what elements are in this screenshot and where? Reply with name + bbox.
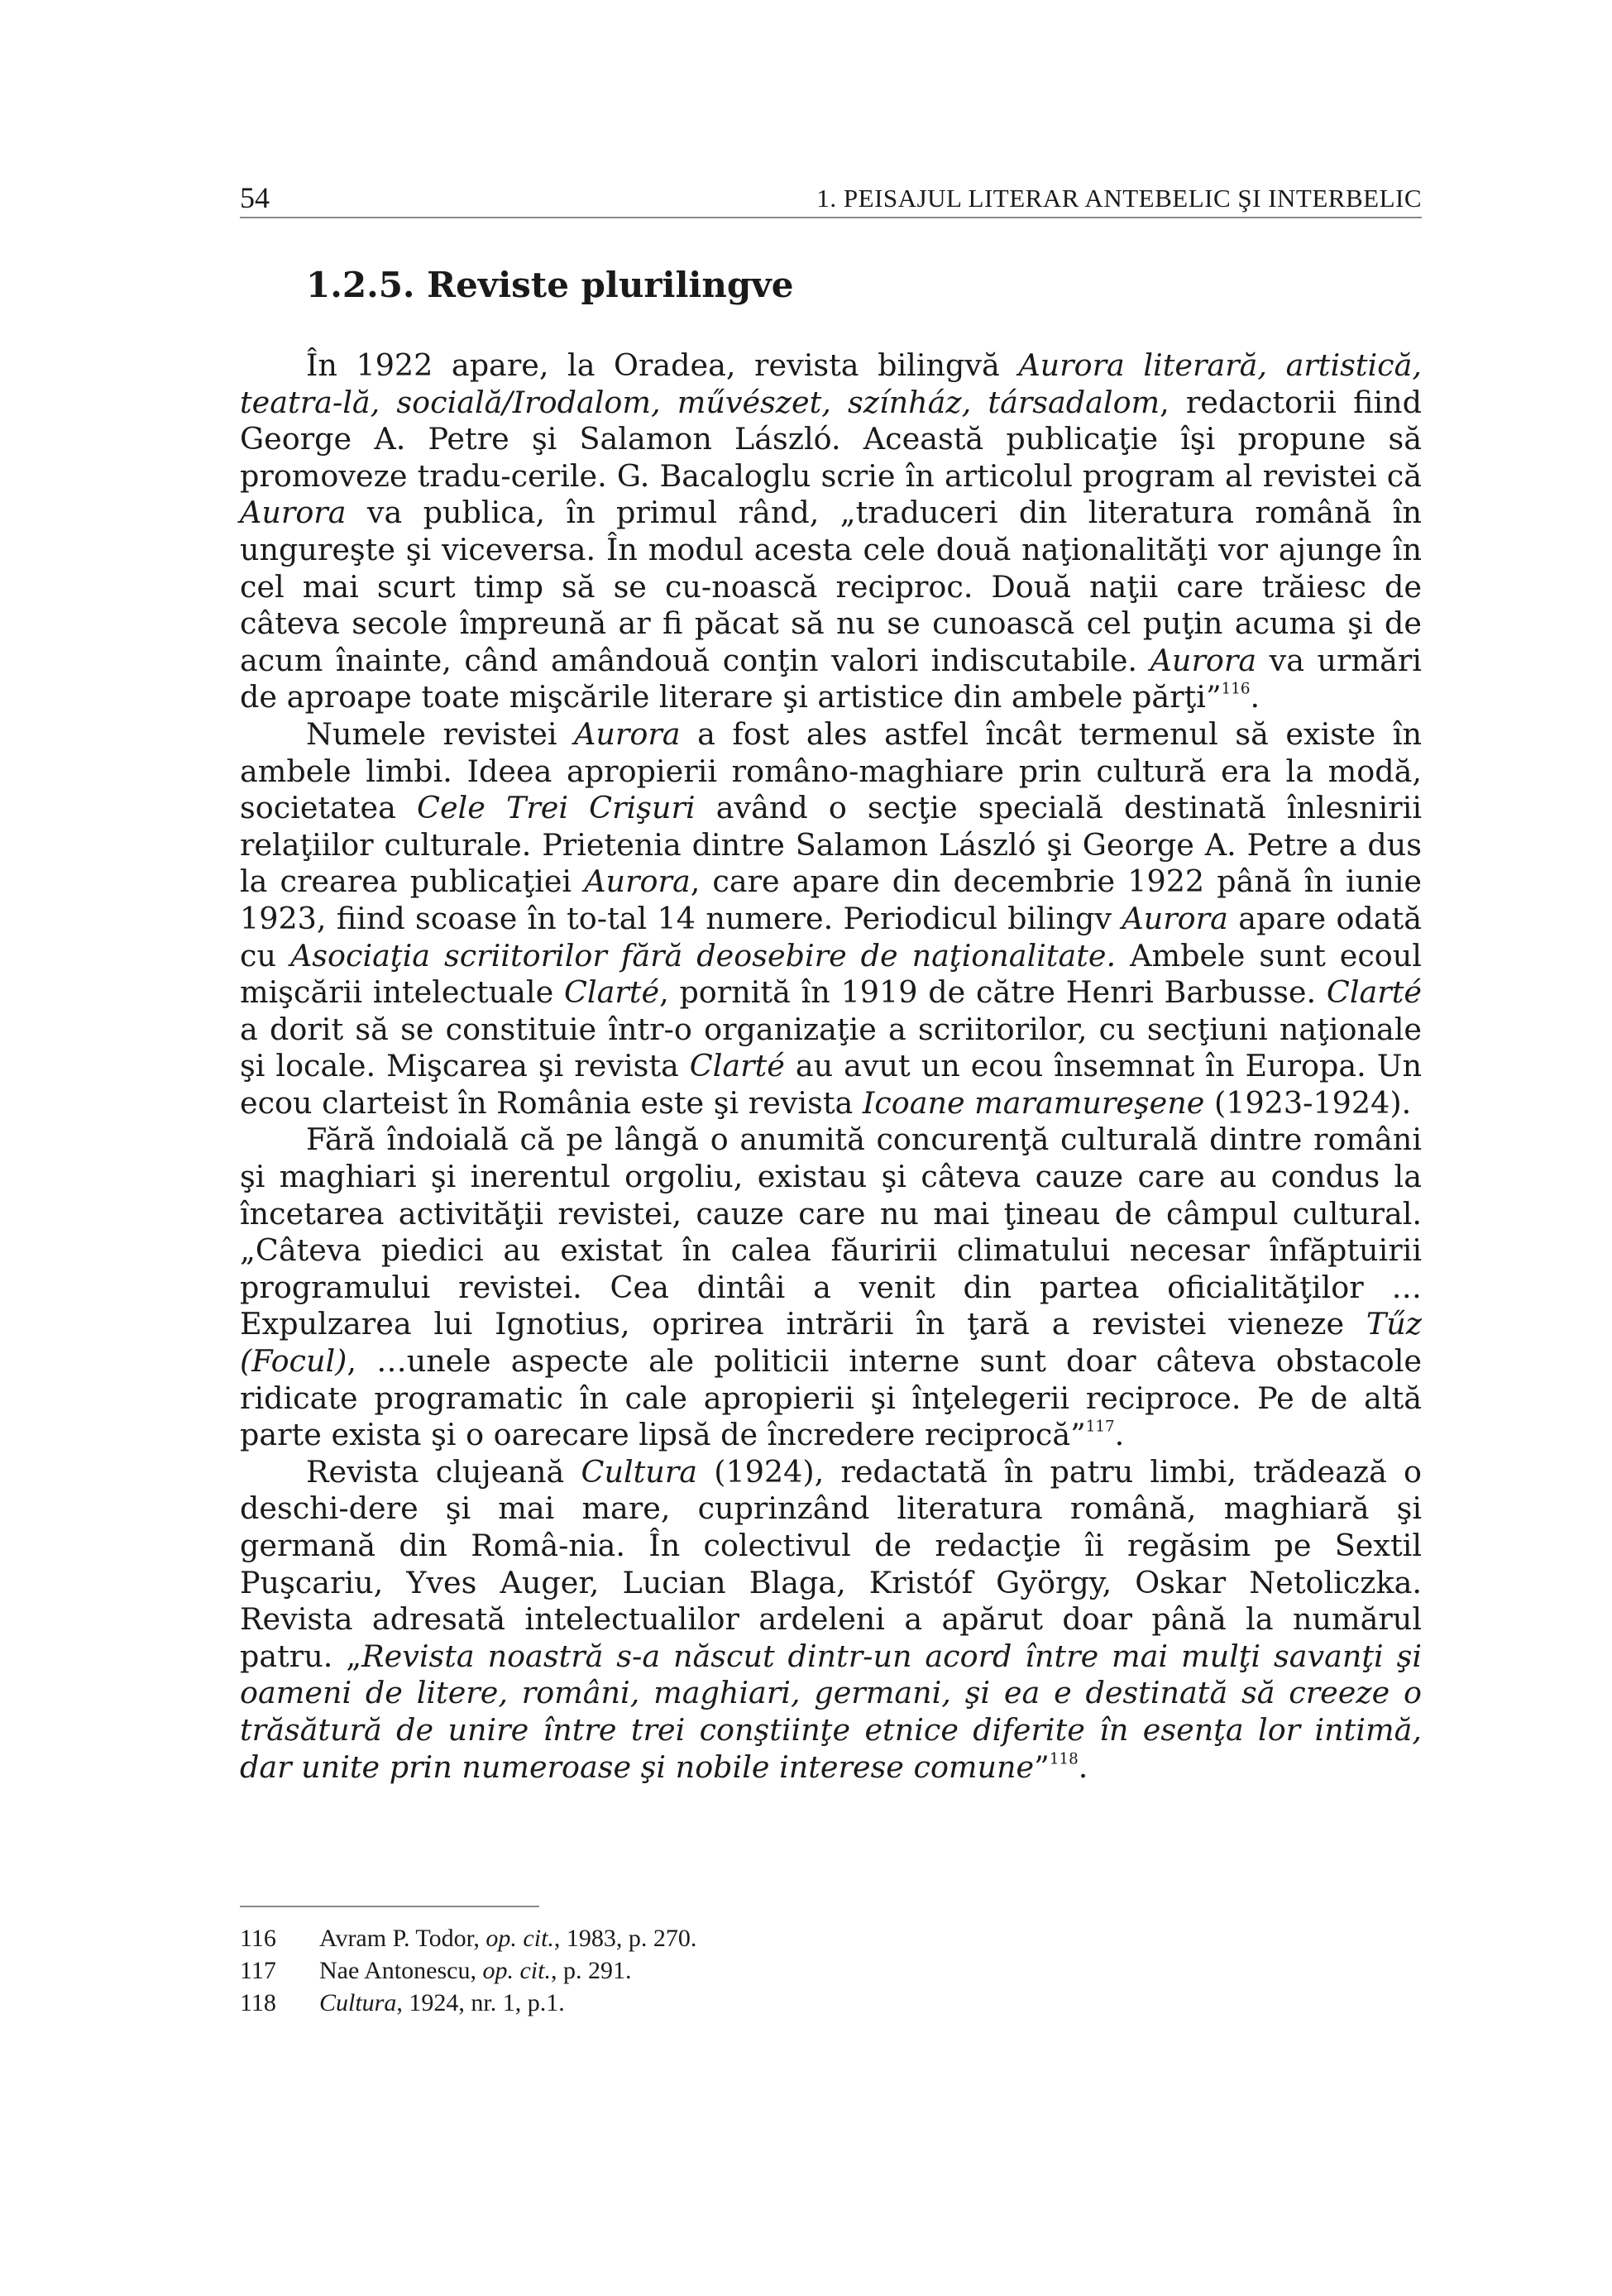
italic-title: Tűz (Focul)	[240, 1306, 1422, 1380]
text-run: , pornită în 1919 de către Henri Barbusse.	[659, 974, 1327, 1011]
text-run: apare odată cu	[240, 900, 1422, 973]
running-head	[240, 175, 1422, 218]
italic-title: Aurora	[1150, 642, 1257, 678]
italic-ref: op. cit.	[486, 1925, 554, 1952]
section-title: 1.2.5. Reviste plurilingve	[306, 265, 794, 305]
italic-title: Cultura	[581, 1453, 698, 1490]
footnote-text	[319, 1987, 565, 2019]
text-run: .	[1250, 679, 1260, 715]
footnote-ref-117[interactable]: 117	[1085, 1418, 1115, 1436]
text-run: Avram P. Todor,	[319, 1925, 486, 1952]
paragraph-1	[240, 347, 1422, 716]
italic-title: Aurora	[574, 715, 681, 752]
italic-title: Clarté	[689, 1048, 785, 1084]
italic-quote: Revista noastră s-a născut dintr-un acord între mai mulţi savanţi şi oameni de litere, români, maghiari, germani, şi ea e destinată să creeze o trăsătură de unire între trei conştiinţe etnice diferite în esenţa lor intimă, dar unite prin numeroase şi nobile interese comune	[240, 1638, 1422, 1785]
text-run: a fost ales astfel încât termenul să existe în ambele limbi. Ideea apropierii româno-maghiare prin cultură era la modă, societatea	[240, 715, 1422, 826]
text-run: Revista clujeană	[306, 1453, 581, 1490]
text-run: , redactorii fiind George A. Petre şi Salamon László. Această publicaţie îşi propune să promoveze tradu-cerile. G. Bacaloglu scrie în articolul program al revistei că	[240, 384, 1422, 494]
text-run: având o secţie specială destinată înlesnirii relaţiilor culturale. Prietenia dintre Salamon László şi George A. Petre a dus la crearea publicaţiei	[240, 790, 1423, 900]
text-run: Ambele sunt ecoul mişcării intelectuale	[240, 937, 1422, 1011]
italic-ref: op. cit.	[482, 1957, 551, 1984]
text-run: a dorit să se constituie într-o organizaţie a scriitorilor, cu secţiuni naţionale şi locale. Mişcarea şi revista	[240, 1011, 1422, 1084]
footnote-number: 116	[240, 1925, 276, 1952]
footnote-divider	[240, 1906, 539, 1907]
paragraph-3	[240, 1122, 1422, 1453]
chapter-title: 1. PEISAJUL LITERAR ANTEBELIC ŞI INTERBELIC	[816, 184, 1422, 213]
footnote-text	[319, 1922, 696, 1954]
italic-ref: Cultura	[319, 1989, 397, 2016]
footnote-number: 117	[240, 1957, 276, 1984]
text-run: În 1922 apare, la Oradea, revista bilingvă	[306, 347, 1019, 383]
text-run: .	[1078, 1748, 1088, 1785]
text-run: , p. 291.	[550, 1957, 632, 1984]
paragraph-4	[240, 1454, 1422, 1786]
body-text	[240, 347, 1422, 1786]
text-run: , 1924, nr. 1, p.1.	[396, 1989, 565, 2016]
text-run: ”	[1034, 1748, 1050, 1785]
italic-title: Icoane maramureşene	[862, 1084, 1205, 1121]
italic-title: Aurora	[584, 863, 691, 900]
footnotes	[240, 1922, 1422, 2019]
italic-title: Asociaţia scriitorilor fără deosebire de naţionalitate.	[289, 937, 1117, 973]
footnote-ref-118[interactable]: 118	[1049, 1750, 1079, 1768]
italic-title: Clarté	[1326, 974, 1422, 1011]
footnote-117	[240, 1954, 1422, 1987]
italic-title: Clarté	[563, 974, 660, 1011]
text-run: , 1983, p. 270.	[553, 1925, 697, 1952]
text-run: (1923-1924).	[1204, 1084, 1412, 1121]
footnote-118	[240, 1987, 1422, 2019]
footnote-116	[240, 1922, 1422, 1954]
text-run: , …unele aspecte ale politicii interne sunt doar câteva obstacole ridicate programatic în cale apropierii şi înţelegerii reciproce. Pe de altă parte exista şi o oarecare lipsă de încredere reciprocă”	[240, 1343, 1422, 1453]
page-number: 54	[240, 181, 270, 214]
paragraph-2	[240, 716, 1422, 1122]
text-run: va publica, în primul rând, „traduceri din literatura română în ungureşte şi viceversa. În modul acesta cele două naţionalităţi vor ajunge în cel mai scurt timp să se cu-noască reciproc. Două naţii care trăiesc de câteva secole împreună ar fi păcat să nu se cunoască cel puţin acuma şi de acum înainte, când amândouă conţin valori indiscutabile.	[240, 495, 1422, 678]
text-run: , care apare din decembrie 1922 până în iunie 1923, fiind scoase în to-tal 14 numere. Periodicul bilingv	[240, 863, 1422, 936]
italic-title: Aurora literară, artistică, teatra-lă, socială/Irodalom, művészet, színház, társadalom	[240, 347, 1422, 420]
footnote-text	[319, 1954, 631, 1987]
text-run: Numele revistei	[306, 715, 575, 752]
italic-title: Aurora	[240, 495, 347, 531]
italic-title: Aurora	[1122, 900, 1228, 936]
footnote-number: 118	[240, 1989, 276, 2016]
text-run: (1924), redactată în patru limbi, trădează o deschi-dere şi mai mare, cuprinzând literatura română, maghiară şi germană din Româ-nia. În colectivul de redacţie îi regăsim pe Sextil Puşcariu, Yves Auger, Lucian Blaga, Kristóf György, Oskar Netoliczka. Revista adresată intelectualilor ardeleni a apărut doar până la numărul patru. „	[240, 1453, 1423, 1674]
text-run: Fără îndoială că pe lângă o anumită concurenţă culturală dintre români şi maghiari şi inerentul orgoliu, existau şi câteva cauze care au condus la încetarea activităţii revistei, cauze care nu mai ţineau de câmpul cultural. „Câteva piedici au existat în calea făuririi climatului necesar înfăptuirii programului revistei. Cea dintâi a venit din partea oficialităţilor … Expulzarea lui Ignotius, oprirea intrării în ţară a revistei vieneze	[240, 1122, 1422, 1342]
text-run: .	[1114, 1417, 1125, 1453]
italic-title: Cele Trei Crişuri	[417, 790, 696, 826]
text-run: au avut un ecou însemnat în Europa. Un ecou clarteist în România este şi revista	[240, 1048, 1423, 1121]
text-run: va urmări de aproape toate mişcările literare şi artistice din ambele părţi”	[240, 642, 1422, 715]
text-run: Nae Antonescu,	[319, 1957, 483, 1984]
footnote-ref-116[interactable]: 116	[1221, 680, 1251, 698]
